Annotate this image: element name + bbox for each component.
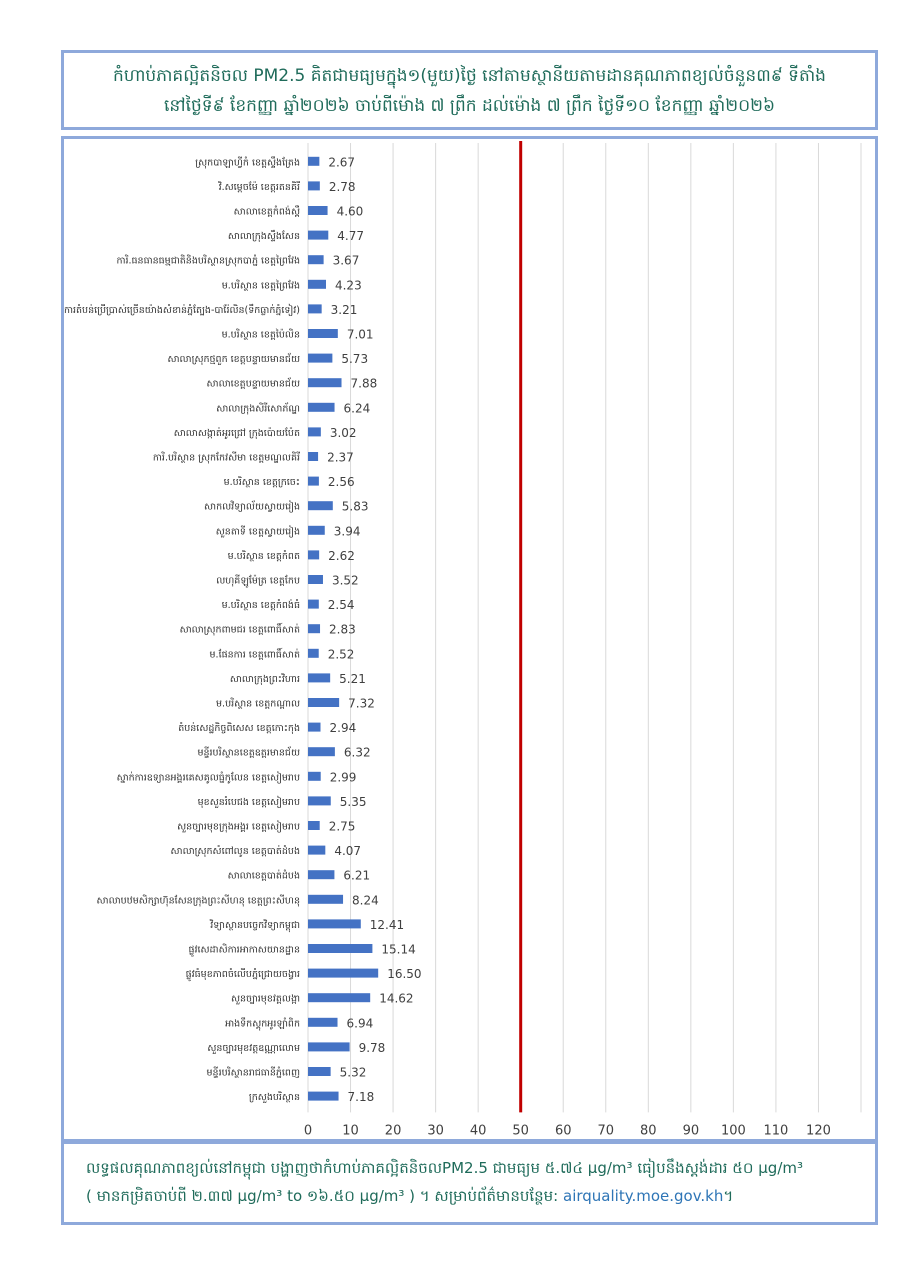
value-label: 2.56 [327,475,355,490]
chart-title-line2: នៅថ្ងៃទី៩ ខែកញ្ញា ឆ្នាំ២០២៦ ចាប់ពីម៉ោង ៧ ព្រឹក ដល់ម៉ោង ៧ ព្រឹក ថ្ងៃទី១០ ខែកញ្ញា ឆ្នាំ២០២៦ [163,96,776,116]
chart-panel [61,136,878,1142]
category-label: មន្ទីរបរិស្ថានខេត្តឧត្តរមានជ័យ [197,747,300,759]
bar [308,772,321,781]
value-label: 5.21 [339,671,366,686]
bar [308,280,326,289]
category-label: ម.ផែនការ ខេត្តពោធិ៍សាត់ [209,649,300,661]
bar [308,673,330,682]
value-label: 6.94 [346,1016,374,1031]
x-tick-label: 40 [469,1123,487,1139]
x-tick-label: 60 [554,1123,572,1139]
category-label: មុខសួនរំបេជង ខេត្តសៀមរាប [197,796,300,808]
value-label: 7.88 [350,376,378,391]
bar [308,624,320,633]
category-label: ម.បរិស្ថាន ខេត្តក្រចេះ [223,477,300,489]
value-label: 2.75 [328,819,356,834]
bar [308,427,321,436]
bar [308,526,325,535]
value-label: 2.94 [329,721,357,736]
value-label: 2.83 [329,622,356,637]
category-label: វិ.សម្តេចម៉ែ ខេត្តរតនគិរី [218,181,300,193]
category-label: ស្នាក់ការឧទ្យានអង្គរគេសគូលធ្នំកូលែន ខេត្តសៀមរាប [116,772,300,784]
bar [308,895,343,904]
category-label: សាលាខេត្តបាត់ដំបង [227,870,300,882]
bar [308,477,319,486]
bar [308,575,323,584]
value-label: 3.94 [333,524,361,539]
bar [308,255,324,264]
value-label: 12.41 [369,917,405,932]
category-label: ក្រសួងបរិស្ថាន [248,1092,300,1104]
value-label: 3.52 [331,573,359,588]
value-label: 2.52 [327,647,355,662]
category-label: សាលាក្រុងស្ទឹងសែន [227,231,300,243]
footer-summary-box [61,1141,878,1225]
chart-title-box [61,50,878,130]
category-label: ម.បរិស្ថាន ខេត្តកំពង់ធំ [221,600,300,612]
bar [308,698,339,707]
value-label: 7.01 [346,327,374,342]
bar [308,969,378,978]
bar [308,378,342,387]
bar [308,649,319,658]
bar [308,944,372,953]
chart-title-line1: កំហាប់ភាគល្អិតនិចល PM2.5 គិតជាមធ្យមក្នុង១(មួយ)ថ្ងៃ នៅតាមស្ថានីយតាមដានគុណភាពខ្យល់ចំនួន៣៩ ទីតាំង [113,66,826,86]
category-label: ការិ.បរិស្ថាន ស្រុកកែវសីមា ខេត្តមណ្ឌលគិរី [152,452,300,464]
value-label: 7.32 [348,696,375,711]
x-tick-label: 20 [384,1123,402,1139]
bar [308,206,328,215]
value-label: 2.78 [328,179,356,194]
value-label: 15.14 [381,942,416,957]
bar [308,723,321,732]
bar [308,846,325,855]
category-label: សួនច្បារមុខក្រុងអង្គរ ខេត្តសៀមរាប [177,821,300,833]
value-label: 6.24 [343,401,371,416]
value-label: 8.24 [352,893,379,908]
value-label: 3.21 [330,302,358,317]
x-tick-label: 120 [806,1123,831,1139]
x-tick-label: 70 [597,1123,615,1139]
bar [308,354,332,363]
value-label: 2.54 [327,598,355,613]
bar [308,1018,338,1027]
x-tick-label: 80 [640,1123,657,1139]
value-label: 2.62 [328,548,355,563]
category-label: ស្នាក់ការតំបន់ប្រើប្រាស់ច្រើនយ៉ាងសំខាន់ភ្នំត្បែង-បារ៉ែលិន(ទឹកធ្លាក់ភ្នំទៀវ) [64,304,300,316]
value-label: 4.77 [337,229,365,244]
value-label: 3.02 [329,425,357,440]
value-label: 4.23 [334,278,362,293]
bar [308,1092,339,1101]
value-label: 6.32 [343,745,371,760]
category-label: សាលាស្រុកពាមជរ ខេត្តពោធិ៍សាត់ [179,624,300,636]
category-label: សាលាសង្កាត់អូរជ្រៅ ក្រុងប៉ោយប៉ែត [173,427,300,439]
value-label: 2.67 [328,155,356,170]
bar [308,501,333,510]
category-label: សាលាស្រុកសំពៅលូន ខេត្តបាត់ដំបង [170,846,300,858]
footer-line2-wrap [86,1182,861,1210]
bar [308,452,318,461]
category-label: ម.បរិស្ថាន ខេត្តព្រៃវែង [221,280,300,292]
category-label: ស្រុកបាឡាហ្វីកំ ខេត្តស្ទឹងត្រែង [195,157,300,169]
category-label: សាលាស្រុកថ្មពួក ខេត្តបន្ទាយមានជ័យ [167,354,300,366]
category-label: សួនច្បារមុខវត្តឧណ្ណាលោម [207,1042,300,1054]
x-tick-label: 100 [720,1123,746,1139]
bar [308,1067,331,1076]
x-tick-label: 10 [342,1123,359,1139]
x-tick-label: 50 [512,1123,529,1139]
category-label: លហុគីឡូម៉ែត្រ ខេត្តកែប [216,575,300,587]
x-tick-label: 0 [303,1123,313,1139]
value-label: 5.73 [341,352,369,367]
value-label: 5.32 [339,1065,367,1080]
category-label: តំបន់សេដ្ឋកិច្ចពិសេស ខេត្តកោះកុង [178,723,300,735]
bar [308,1042,350,1051]
category-label: សាកលវិទ្យាល័យស្វាយរៀង [204,501,300,513]
footer-line2: ( មានកម្រិតចាប់ពី ២.៣៧ µg/m³ to ១៦.៥០ µg/m³ ) ។ សម្រាប់ព័ត៌មានបន្ថែម: [86,1187,559,1205]
bar [308,157,319,166]
bar [308,600,319,609]
bar [308,550,319,559]
category-label: សាលាខេត្តកំពង់ស្ពឺ [233,206,300,218]
category-label: សួនតាទី ខេត្តស្វាយរៀង [215,526,300,538]
value-label: 2.99 [329,770,357,785]
value-label: 16.50 [387,967,422,982]
bar [308,870,334,879]
x-tick-label: 30 [427,1123,444,1139]
category-label: ម.បរិស្ថាន ខេត្តកណ្តាល [216,698,300,710]
category-label: អាងទឹកស្តុកអូរឡាំពិក [225,1018,300,1030]
value-label: 7.18 [347,1090,375,1105]
value-label: 3.67 [332,253,360,268]
x-tick-label: 110 [763,1123,789,1139]
bar-chart [64,139,875,1139]
bar [308,747,335,756]
footer-line1: លទ្ធផលគុណភាពខ្យល់នៅកម្ពុជា បង្ហាញថាកំហាប់ភាគល្អិតនិចលPM2.5 ជាមធ្យម ៥.៧៤ µg/m³ ធៀបនឹងស្តង់ដារ ៥០ µg/m³ [86,1159,804,1177]
category-label: ផ្លូវសេដាសិការអាកាសយានដ្ឋាន [188,944,300,956]
value-label: 6.21 [343,868,371,883]
category-label: សាលាខេត្តបន្ទាយមានជ័យ [206,378,300,390]
value-label: 2.37 [327,450,354,465]
category-label: ផ្លូវធំមុខភាពចំលើបភ្នំជ្រោយចង្វារ [185,969,300,981]
value-label: 9.78 [358,1040,386,1055]
x-tick-label: 90 [682,1123,700,1139]
footer-end: ។ [723,1187,734,1205]
bar [308,993,370,1002]
website-link[interactable]: airquality.moe.gov.kh [563,1187,724,1205]
category-label: សាលាក្រុងសិរីសោភ័ណ្ឌ [216,403,300,415]
bar [308,329,338,338]
category-label: ម.បរិស្ថាន ខេត្តប៉ៃលិន [221,329,300,341]
bar [308,403,335,412]
category-label: វិទ្យាស្ថានបច្ចេកវិទ្យាកម្ពុជា [210,919,300,931]
category-label: មន្ទីរបរិស្ថានរាជធានីភ្នំពេញ [206,1067,300,1079]
category-label: សាលាក្រុងព្រះវិហារ [229,673,300,685]
bar [308,919,361,928]
value-label: 5.35 [339,794,367,809]
bar [308,231,328,240]
bar [308,304,322,313]
category-label: សាលាបឋមសិក្សាហ៊ុនសែនក្រុងព្រះសីហនុ ខេត្តព្រះសីហនុ [96,895,300,907]
category-label: សួនច្បារមុខវត្តលង្កា [230,993,300,1005]
value-label: 5.83 [341,499,369,514]
bar [308,181,320,190]
category-label: ម.បរិស្ថាន ខេត្តកំពត [227,550,300,562]
bar [308,796,331,805]
value-label: 4.07 [334,844,362,859]
value-label: 4.60 [336,204,364,219]
value-label: 14.62 [379,991,414,1006]
category-label: ការិ.ធនធានធម្មជាតិនិងបរិស្ថានស្រុកបាភ្នំ ខេត្តព្រៃវែង [116,255,300,267]
bar [308,821,320,830]
